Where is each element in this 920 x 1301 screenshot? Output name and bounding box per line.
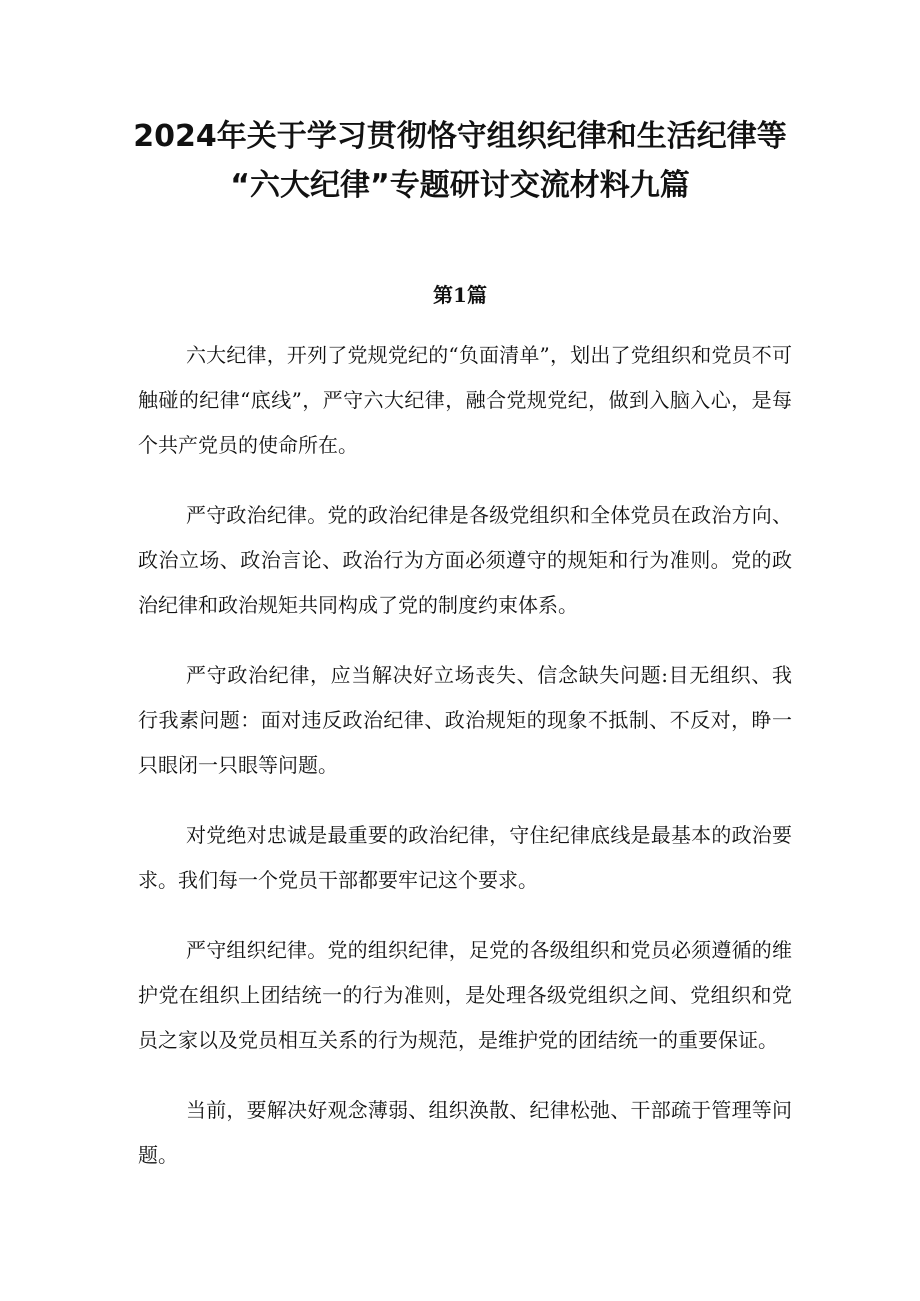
paragraph-4: 对党绝对忠诚是最重要的政治纪律，守住纪律底线是最基本的政治要求。我们每一个党员干部都要牢记这个要求。 (138, 823, 792, 892)
document-title-line-1: 2024年关于学习贯彻恪守组织纪律和生活纪律等 (133, 119, 787, 154)
paragraph-6: 当前，要解决好观念薄弱、组织涣散、纪律松弛、干部疏于管理等问题。 (138, 1098, 792, 1167)
paragraph-1: 六大纪律，开列了党规党纪的“负面清单”，划出了党组织和党员不可触碰的纪律“底线”，严守六大纪律，融合党规党纪，做到入脑入心，是每个共产党员的使命所在。 (138, 343, 792, 457)
section-heading: 第1篇 (433, 283, 487, 307)
document-title-line-2: “六大纪律”专题研讨交流材料九篇 (230, 168, 690, 203)
paragraph-3: 严守政治纪律，应当解决好立场丧失、信念缺失问题:目无组织、我行我素问题：面对违反政治纪律、政治规矩的现象不抵制、不反对，睁一只眼闭一只眼等问题。 (138, 663, 792, 777)
paragraph-2: 严守政治纪律。党的政治纪律是各级党组织和全体党员在政治方向、政治立场、政治言论、政治行为方面必须遵守的规矩和行为准则。党的政治纪律和政治规矩共同构成了党的制度约束体系。 (138, 503, 792, 617)
document-body (138, 333, 792, 1203)
paragraph-5: 严守组织纪律。党的组织纪律，足党的各级组织和党员必须遵循的维护党在组织上团结统一的行为准则，是处理各级党组织之间、党组织和党员之家以及党员相互关系的行为规范，是维护党的团结统一的重要保证。 (138, 938, 792, 1052)
